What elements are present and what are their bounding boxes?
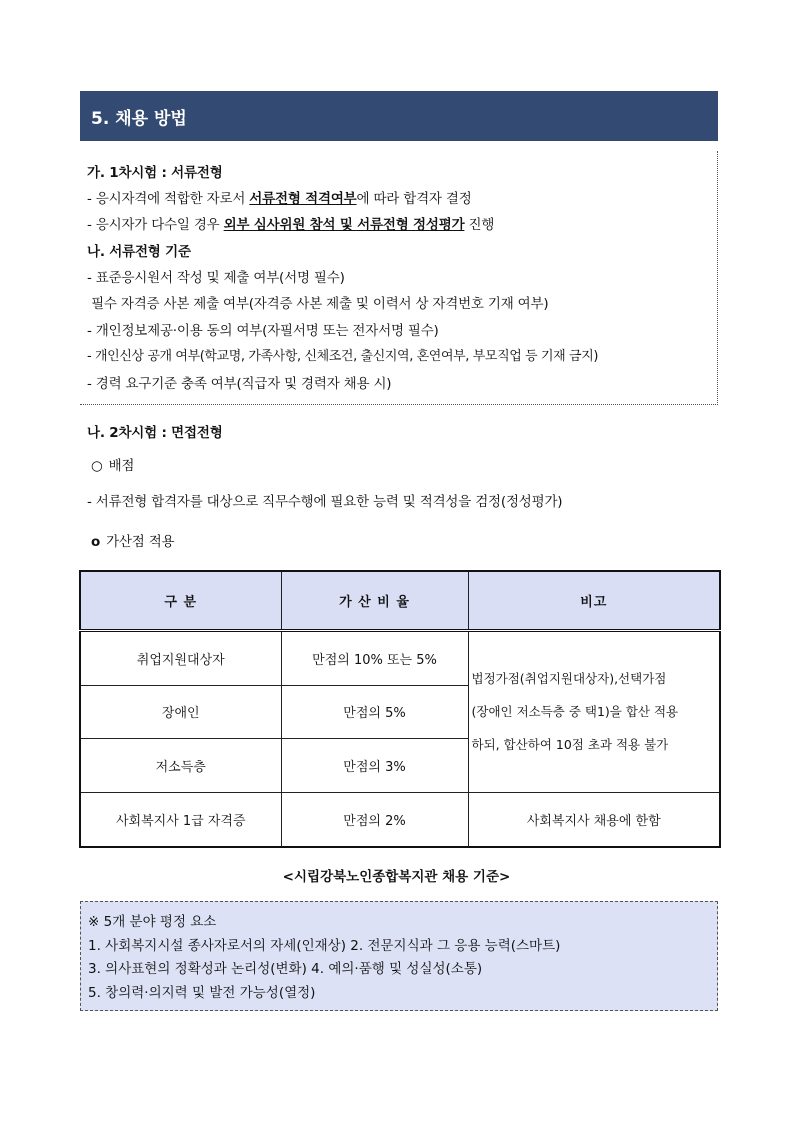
criteria-item: - 표준응시원서 작성 및 제출 여부(서명 필수) xyxy=(87,270,345,286)
table-row xyxy=(80,630,720,685)
heading-first-exam: 가. 1차시험 : 서류전형 xyxy=(87,165,223,181)
interview-description: - 서류전형 합격자를 대상으로 직무수행에 필요한 능력 및 적격성을 검정(정성평가) xyxy=(87,494,563,510)
heading-interview: 나. 2차시험 : 면접전형 xyxy=(87,425,223,441)
section-title-bar xyxy=(80,91,718,141)
heading-screening-criteria: 나. 서류전형 기준 xyxy=(87,244,191,260)
table-cell-merged-note xyxy=(468,630,720,793)
table-cell-note: 사회복지사 채용에 한함 xyxy=(468,793,720,847)
table-caption: <시립강북노인종합복지관 채용 기준> xyxy=(282,869,511,885)
bonus-points-table xyxy=(79,570,721,848)
text-emphasis: 외부 심사위원 참석 및 서류전형 정성평가 xyxy=(223,217,465,233)
table-cell-rate: 만점의 10% 또는 5% xyxy=(281,630,468,685)
text-pre: - 응시자격에 적합한 자로서 xyxy=(87,191,250,207)
criteria-item: - 경력 요구기준 충족 여부(직급자 및 경력자 채용 시) xyxy=(87,376,392,392)
circle-bullet-icon: o xyxy=(91,534,101,550)
text-emphasis: 서류전형 적격여부 xyxy=(249,191,357,207)
first-exam-line-2 xyxy=(87,216,494,234)
bullet-scoring xyxy=(87,457,134,475)
text-pre: - 응시자가 다수일 경우 xyxy=(87,217,224,233)
table-cell-category: 사회복지사 1급 자격증 xyxy=(80,793,281,847)
note-line: (장애인 저소득층 중 택1)을 합산 적용 xyxy=(471,704,679,720)
text-post: 진행 xyxy=(464,217,495,233)
criteria-box-line: 1. 사회복지시설 종사자로서의 자세(인재상) 2. 전문지식과 그 응용 능력(스마트) xyxy=(88,937,561,954)
table-header: 비고 xyxy=(468,571,720,630)
table-cell-category: 장애인 xyxy=(80,685,281,738)
first-exam-line-1 xyxy=(87,190,472,208)
bullet-label: 배점 xyxy=(108,458,135,474)
bullet-bonus-points xyxy=(87,533,174,551)
criteria-item: - 개인정보제공·이용 동의 여부(자필서명 또는 전자서명 필수) xyxy=(87,323,439,339)
note-line: 법정가점(취업지원대상자),선택가점 xyxy=(471,671,667,687)
table-cell-rate: 만점의 2% xyxy=(281,793,468,847)
table-cell-rate: 만점의 5% xyxy=(281,685,468,738)
criteria-item: - 개인신상 공개 여부(학교명, 가족사항, 신체조건, 출신지역, 혼연여부, 부모직업 등 기재 금지) xyxy=(87,349,599,364)
text-post: 에 따라 합격자 결정 xyxy=(356,191,472,207)
table-cell-category: 취업지원대상자 xyxy=(80,630,281,685)
table-header: 구 분 xyxy=(80,571,281,630)
circle-bullet-icon: ○ xyxy=(91,458,103,474)
note-line: 하되, 합산하여 10점 초과 적용 불가 xyxy=(471,737,669,753)
criteria-box-line: ※ 5개 분야 평정 요소 xyxy=(88,914,217,930)
criteria-item: 필수 자격증 사본 제출 여부(자격증 사본 제출 및 이력서 상 자격번호 기재 여부) xyxy=(87,296,549,312)
table-row xyxy=(80,793,720,847)
table-cell-category: 저소득층 xyxy=(80,739,281,793)
bullet-label: 가산점 적용 xyxy=(106,534,175,550)
evaluation-criteria-box xyxy=(80,901,718,1011)
table-header: 가 산 비 율 xyxy=(281,571,468,630)
criteria-box-line: 3. 의사표현의 정확성과 논리성(변화) 4. 예의·품행 및 성실성(소통) xyxy=(88,961,483,977)
section-title: 5. 채용 방법 xyxy=(91,108,187,129)
criteria-box-line: 5. 창의력·의지력 및 발전 가능성(열정) xyxy=(88,984,316,1001)
table-cell-rate: 만점의 3% xyxy=(281,739,468,793)
